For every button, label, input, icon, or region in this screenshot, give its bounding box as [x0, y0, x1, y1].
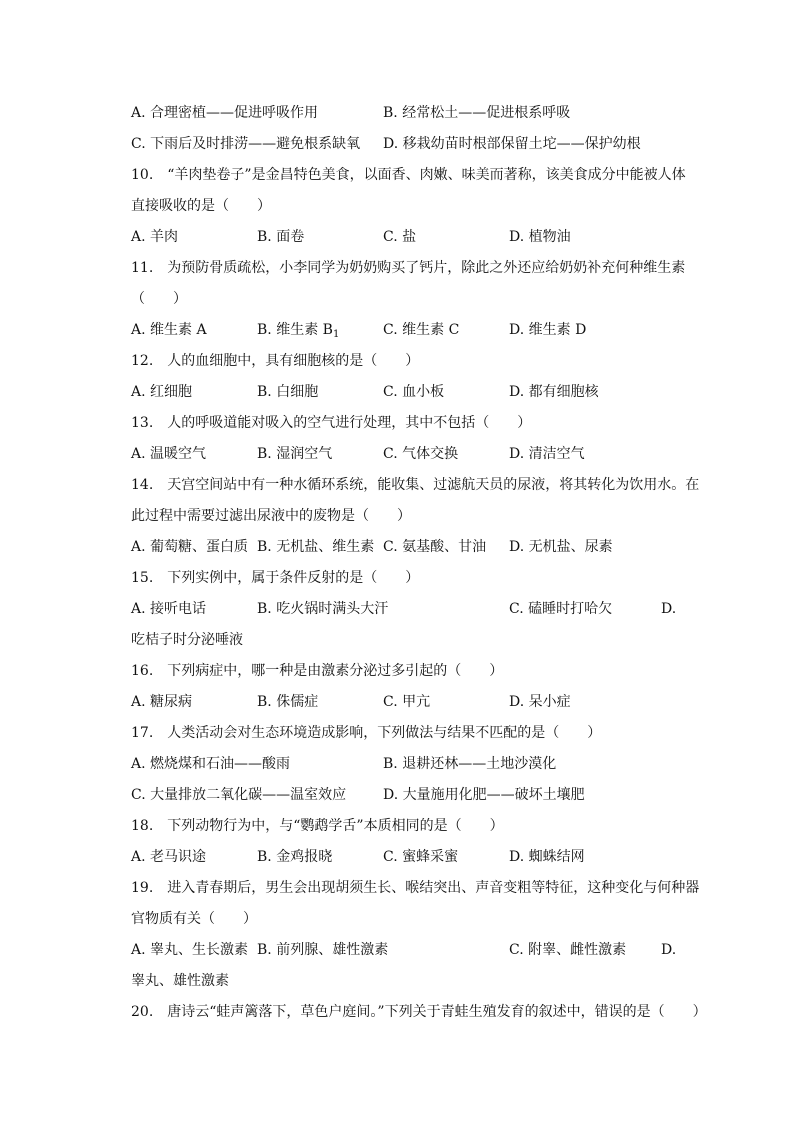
- q10-option-a: A. 羊肉: [131, 229, 179, 245]
- q17-option-d: D. 大量施用化肥——破坏土壤肥: [383, 787, 585, 803]
- q12-option-d: D. 都有细胞核: [509, 384, 599, 400]
- q19-stem-1: 19. 进入青春期后，男生会出现胡须生长、喉结突出、声音变粗等特征，这种变化与何种器: [131, 880, 700, 896]
- q14-option-c: C. 氨基酸、甘油: [383, 539, 487, 555]
- q11-option-b-subscript: 1: [332, 329, 340, 340]
- q17-option-a: A. 燃烧煤和石油——酸雨: [131, 756, 291, 772]
- q11-stem-2: （ ）: [131, 291, 187, 307]
- q16-option-c: C. 甲亢: [383, 694, 431, 710]
- q15-option-a: A. 接听电话: [131, 601, 207, 617]
- q14-option-b: B. 无机盐、维生素: [257, 539, 375, 555]
- q19-stem-2: 官物质有关（ ）: [131, 911, 257, 927]
- q10-option-c: C. 盐: [383, 229, 417, 245]
- q12-option-b: B. 白细胞: [257, 384, 319, 400]
- q9-option-b: B. 经常松土——促进根系呼吸: [383, 105, 571, 121]
- q18-option-c: C. 蜜蜂采蜜: [383, 849, 459, 865]
- q16-option-d: D. 呆小症: [509, 694, 571, 710]
- q11-option-b: [257, 320, 339, 345]
- q19-option-b: B. 前列腺、雄性激素: [257, 942, 389, 958]
- q14-stem-1: 14. 天宫空间站中有一种水循环系统，能收集、过滤航天员的尿液，将其转化为饮用水。在: [131, 477, 700, 493]
- q11-stem-1: 11. 为预防骨质疏松，小李同学为奶奶购买了钙片，除此之外还应给奶奶补充何种维生素: [131, 260, 686, 276]
- q13-option-b: B. 湿润空气: [257, 446, 333, 462]
- q13-option-d: D. 清洁空气: [509, 446, 585, 462]
- q13-stem: 13. 人的呼吸道能对吸入的空气进行处理，其中不包括（ ）: [131, 415, 532, 431]
- q20-stem: 20. 唐诗云“蛙声篱落下，草色户庭间。”下列关于青蛙生殖发育的叙述中，错误的是（ ）: [131, 1004, 707, 1020]
- q11-option-d: D. 维生素 D: [509, 322, 587, 338]
- q12-stem: 12. 人的血细胞中，具有细胞核的是（ ）: [131, 353, 420, 369]
- q10-option-b: B. 面卷: [257, 229, 305, 245]
- q10-stem-2: 直接吸收的是（ ）: [131, 198, 271, 214]
- q15-stem: 15. 下列实例中，属于条件反射的是（ ）: [131, 570, 420, 586]
- q19-option-d-label: D.: [661, 942, 677, 958]
- q11-option-b-text: B. 维生素 B: [257, 322, 333, 338]
- q16-option-b: B. 侏儒症: [257, 694, 319, 710]
- q17-option-b: B. 退耕还林——土地沙漠化: [383, 756, 557, 772]
- q19-option-a: A. 睾丸、生长激素: [131, 942, 249, 958]
- q18-option-a: A. 老马识途: [131, 849, 207, 865]
- q16-stem: 16. 下列病症中，哪一种是由激素分泌过多引起的（ ）: [131, 663, 504, 679]
- q15-option-b: B. 吃火锅时满头大汗: [257, 601, 389, 617]
- q16-option-a: A. 糖尿病: [131, 694, 193, 710]
- q10-stem-1: 10. “羊肉垫卷子”是金昌特色美食，以面香、肉嫩、味美而著称，该美食成分中能被人体: [131, 167, 686, 183]
- q9-option-d: D. 移栽幼苗时根部保留土坨——保护幼根: [383, 136, 641, 152]
- q11-option-a: A. 维生素 A: [131, 322, 207, 338]
- q19-option-c: C. 附睾、雌性激素: [509, 942, 627, 958]
- q19-option-d-text: 睾丸、雄性激素: [131, 973, 229, 989]
- q12-option-a: A. 红细胞: [131, 384, 193, 400]
- q9-option-a: A. 合理密植——促进呼吸作用: [131, 105, 319, 121]
- q18-stem: 18. 下列动物行为中，与“鹦鹉学舌”本质相同的是（ ）: [131, 818, 504, 834]
- q9-option-c: C. 下雨后及时排涝——避免根系缺氧: [131, 136, 361, 152]
- q18-option-b: B. 金鸡报晓: [257, 849, 333, 865]
- q18-option-d: D. 蜘蛛结网: [509, 849, 585, 865]
- q14-option-a: A. 葡萄糖、蛋白质: [131, 539, 249, 555]
- q11-option-c: C. 维生素 C: [383, 322, 460, 338]
- q14-option-d: D. 无机盐、尿素: [509, 539, 613, 555]
- q17-option-c: C. 大量排放二氧化碳——温室效应: [131, 787, 347, 803]
- q15-option-d-text: 吃桔子时分泌唾液: [131, 632, 243, 648]
- q10-option-d: D. 植物油: [509, 229, 571, 245]
- q15-option-d-label: D.: [661, 601, 677, 617]
- q12-option-c: C. 血小板: [383, 384, 445, 400]
- q17-stem: 17. 人类活动会对生态环境造成影响，下列做法与结果不匹配的是（ ）: [131, 725, 602, 741]
- q13-option-c: C. 气体交换: [383, 446, 459, 462]
- q13-option-a: A. 温暖空气: [131, 446, 207, 462]
- q14-stem-2: 此过程中需要过滤出尿液中的废物是（ ）: [131, 508, 411, 524]
- q15-option-c: C. 磕睡时打哈欠: [509, 601, 613, 617]
